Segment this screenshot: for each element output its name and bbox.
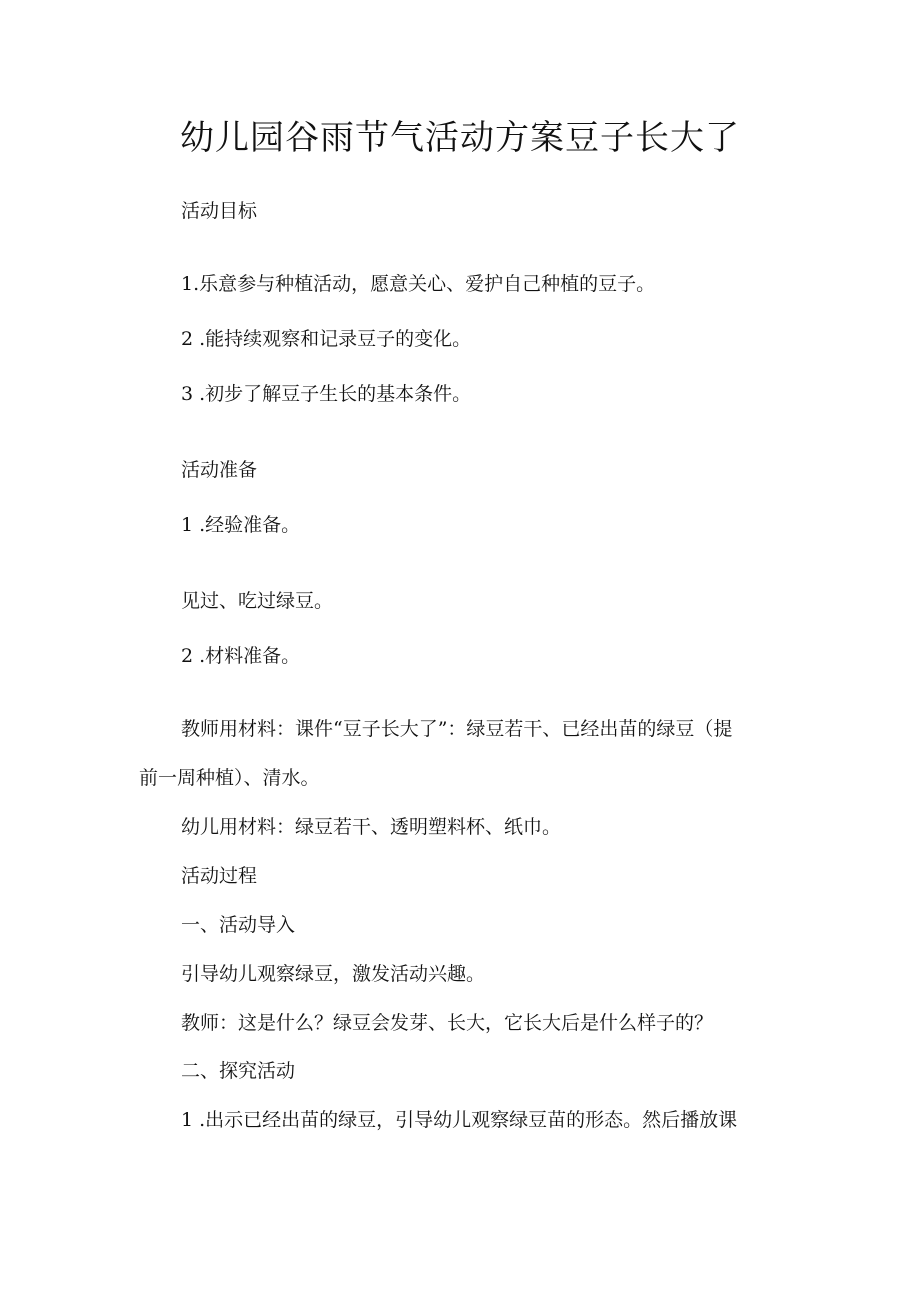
section-heading-goals: 活动目标 [181, 200, 258, 222]
subheading-intro: 一、活动导入 [181, 914, 296, 936]
paragraph-experience: 见过、吃过绿豆。 [181, 590, 334, 612]
paragraph-teacher-materials-cont: 前一周种植）、清水。 [139, 767, 320, 789]
paragraph-child-materials: 幼儿用材料：绿豆若干、透明塑料杯、纸巾。 [181, 816, 562, 838]
explore-item-1: 1 .出示已经出苗的绿豆，引导幼儿观察绿豆苗的形态。然后播放课 [181, 1109, 738, 1131]
document-title: 幼儿园谷雨节气活动方案豆子长大了 [180, 118, 740, 158]
preparation-item-1: 1 .经验准备。 [181, 514, 301, 536]
section-heading-process: 活动过程 [181, 865, 258, 887]
goal-item-2: 2 .能持续观察和记录豆子的变化。 [181, 328, 472, 350]
goal-item-1: 1.乐意参与种植活动，愿意关心、爱护自己种植的豆子。 [181, 273, 656, 295]
paragraph-teacher-materials: 教师用材料：课件“豆子长大了”：绿豆若干、已经出苗的绿豆（提 [181, 718, 733, 740]
goal-item-3: 3 .初步了解豆子生长的基本条件。 [181, 383, 472, 405]
paragraph-teacher-question: 教师：这是什么？绿豆会发芽、长大，它长大后是什么样子的？ [181, 1012, 714, 1034]
subheading-explore: 二、探究活动 [181, 1060, 296, 1082]
paragraph-intro: 引导幼儿观察绿豆，激发活动兴趣。 [181, 963, 486, 985]
preparation-item-2: 2 .材料准备。 [181, 645, 301, 667]
section-heading-preparation: 活动准备 [181, 459, 258, 481]
